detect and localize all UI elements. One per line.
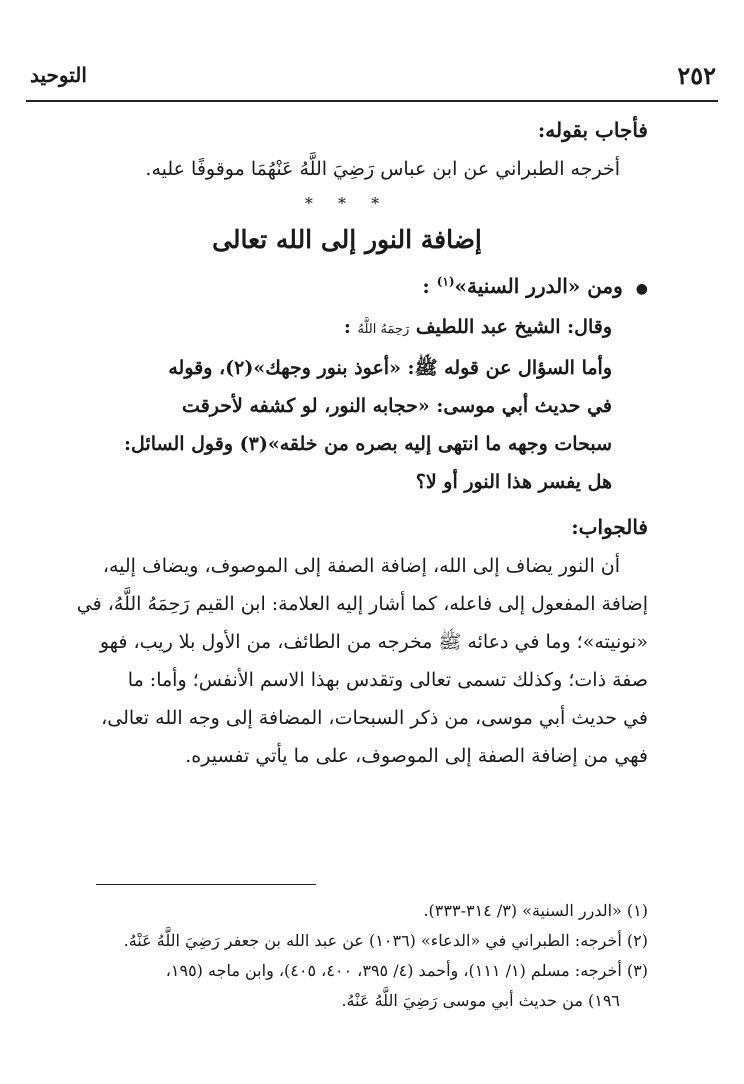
speaker-line [46, 308, 612, 349]
question-line: هل يفسر هذا النور أو لا؟ [415, 471, 612, 493]
header-rule [26, 100, 718, 102]
question-line: وأما السؤال عن قوله ﷺ: «أعوذ بنور وجهك»(٢)، وقوله [168, 357, 612, 379]
answer-line: إضافة المفعول إلى فاعله، كما أشار إليه العلامة: ابن القيم رَحِمَهُ اللَّهُ، في [76, 593, 648, 615]
answer-line: في حديث أبي موسى، من ذكر السبحات، المضافة إلى وجه الله تعالى، [101, 707, 648, 729]
answer-line: أن النور يضاف إلى الله، إضافة الصفة إلى الموصوف، ويضاف إليه، [102, 555, 620, 577]
footnotes [30, 896, 648, 1016]
question-line: في حديث أبي موسى: «حجابه النور، لو كشفه لأحرقت [182, 395, 612, 417]
speaker-colon: : [343, 316, 351, 338]
main-text [46, 110, 648, 775]
intro-subhead: فأجاب بقوله: [537, 118, 648, 142]
footnote-2: (٢) أخرجه: الطبراني في «الدعاء» (١٠٣٦) عن عبد الله بن جعفر رَضِيَ اللَّهُ عَنْهُ. [123, 931, 648, 950]
source-line [46, 274, 648, 298]
quoted-question [46, 308, 612, 501]
question-line: سبحات وجهه ما انتهى إليه بصره من خلقه»(٣) وقول السائل: [124, 433, 612, 455]
footnote-3: (٣) أخرجه: مسلم (١/ ١١١)، وأحمد (٤/ ٣٩٥، ٤٠٠، ٤٠٥)، وابن ماجه (١٩٥، [165, 961, 648, 980]
footnote-1: (١) «الدرر السنية» (٣/ ٣١٤-٣٣٣). [423, 901, 648, 920]
source-colon: : [422, 274, 430, 298]
answer-line: فهي من إضافة الصفة إلى الموصوف، على ما يأتي تفسيره. [185, 745, 648, 767]
footnote-ref-1: (١) [436, 274, 455, 289]
page-number: ٢٥٢ [677, 60, 716, 90]
speaker-name: وقال: الشيخ عبد اللطيف [415, 316, 612, 338]
answer-paragraph [46, 547, 648, 775]
source-text: ومن «الدرر السنية» [454, 274, 623, 298]
bullet-icon: ● [635, 281, 648, 297]
footnote-3-continued: ١٩٦) من حديث أبي موسى رَضِيَ اللَّهُ عَنْهُ. [341, 991, 620, 1010]
speaker-honorific: رَحِمَهُ اللَّهُ [357, 322, 410, 337]
section-separator: * * * [304, 194, 390, 213]
section-title: إضافة النور إلى الله تعالى [212, 225, 482, 254]
intro-paragraph: أخرجه الطبراني عن ابن عباس رَضِيَ اللَّهُ عَنْهُمَا موقوفًا عليه. [145, 158, 620, 180]
footnote-rule [96, 884, 316, 885]
answer-subhead: فالجواب: [571, 515, 648, 539]
answer-line: صفة ذات؛ وكذلك تسمى تعالى وتقدس بهذا الاسم الأنفس؛ وأما: ما [127, 669, 648, 691]
running-title: التوحيد [30, 63, 87, 87]
answer-line: «نونيته»؛ وما في دعائه ﷺ مخرجه من الطائف، من الأول بلا ريب، فهو [99, 631, 648, 653]
running-header [30, 58, 716, 92]
